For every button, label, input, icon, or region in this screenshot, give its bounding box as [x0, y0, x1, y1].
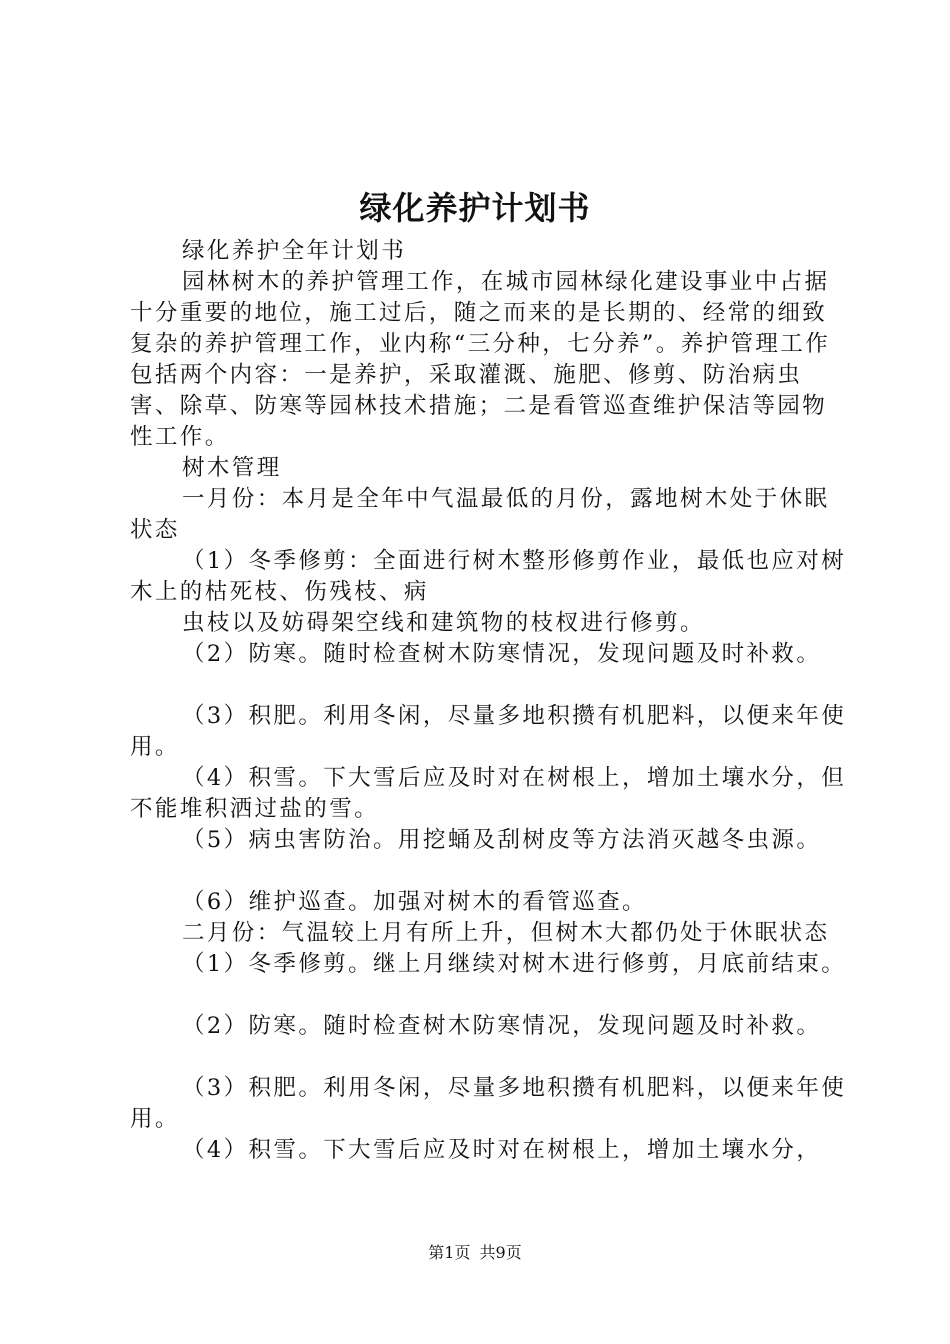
feb-item-4: （4）积雪。下大雪后应及时对在树根上，增加土壤水分， — [182, 1137, 822, 1163]
blank-line — [130, 1042, 850, 1073]
doc-intro-paragraph: 园林树木的养护管理工作，在城市园林绿化建设事业中占据十分重要的地位，施工过后，随之而来的是长期的、经常的细致复杂的养护管理工作，业内称“三分种，七分养”。养护管理工作包括两个内容：一是养护，采取灌溉、施肥、修剪、防治病虫害、除草、防寒等园林技术措施；二是看管巡查维护保洁等园物性工作。 — [130, 269, 831, 450]
feb-item-1: （1）冬季修剪。继上月继续对树木进行修剪，月底前结束。 — [182, 951, 847, 977]
month-heading-january: 一月份：本月是全年中气温最低的月份，露地树木处于休眠状态 — [130, 486, 830, 543]
page-footer — [0, 1242, 950, 1264]
document-body — [130, 236, 850, 1166]
doc-subtitle: 绿化养护全年计划书 — [182, 238, 407, 264]
page-total: 共9页 — [479, 1243, 522, 1262]
jan-item-5: （5）病虫害防治。用挖蛹及刮树皮等方法消灭越冬虫源。 — [182, 827, 822, 853]
page-number: 第1页 — [428, 1243, 471, 1262]
jan-item-3: （3）积肥。利用冬闲，尽量多地积攒有机肥料，以便来年使用。 — [130, 703, 847, 760]
jan-item-1: （1）冬季修剪：全面进行树木整形修剪作业，最低也应对树木上的枯死枝、伤残枝、病 — [130, 548, 847, 605]
blank-line — [130, 856, 850, 887]
month-heading-february: 二月份：气温较上月有所上升，但树木大都仍处于休眠状态 — [182, 920, 830, 946]
feb-item-3: （3）积肥。利用冬闲，尽量多地积攒有机肥料，以便来年使用。 — [130, 1075, 847, 1132]
document-title: 绿化养护计划书 — [359, 189, 591, 227]
jan-item-2: （2）防寒。随时检查树木防寒情况，发现问题及时补救。 — [182, 641, 822, 667]
blank-line — [130, 670, 850, 701]
jan-item-6: （6）维护巡查。加强对树木的看管巡查。 — [182, 889, 647, 915]
feb-item-2: （2）防寒。随时检查树木防寒情况，发现问题及时补救。 — [182, 1013, 822, 1039]
blank-line — [130, 980, 850, 1011]
jan-item-1-continued: 虫枝以及妨碍架空线和建筑物的枝杈进行修剪。 — [182, 610, 705, 636]
jan-item-4: （4）积雪。下大雪后应及时对在树根上，增加土壤水分，但不能堆积洒过盐的雪。 — [130, 765, 847, 822]
section-heading-tree-management: 树木管理 — [182, 455, 282, 481]
